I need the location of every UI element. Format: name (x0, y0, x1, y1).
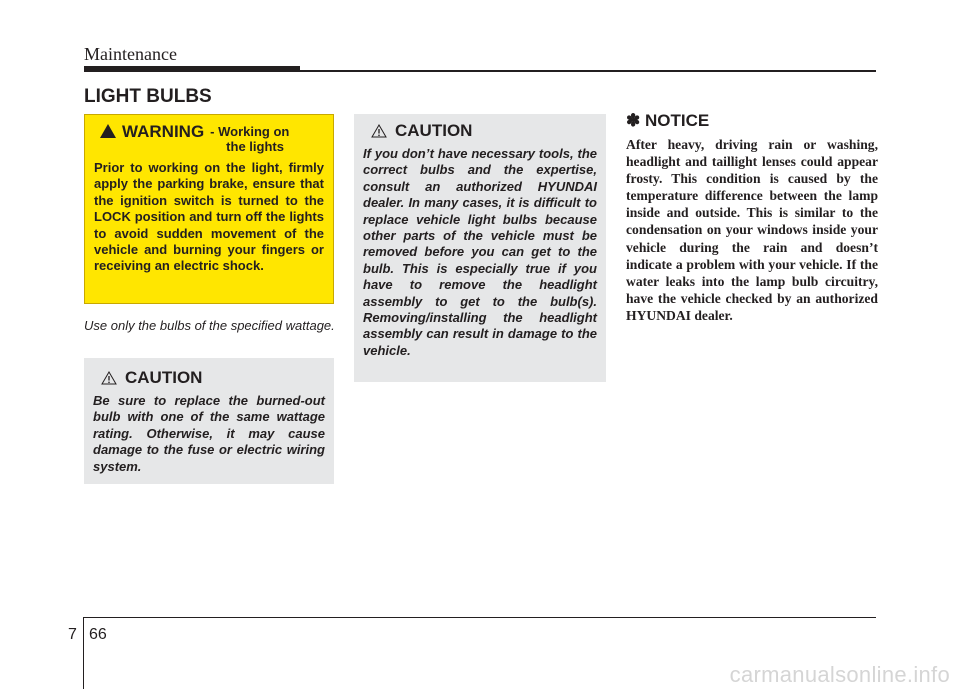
warning-subtitle-line1: - Working on (210, 124, 290, 139)
caution-word: CAUTION (395, 121, 473, 140)
footer-rule-vertical (83, 617, 84, 689)
warning-triangle-icon (100, 124, 116, 138)
page-number: 66 (89, 626, 107, 643)
warning-box (84, 114, 334, 304)
watermark: carmanualsonline.info (729, 662, 950, 687)
footer-rule-horizontal (84, 617, 876, 618)
caution-triangle-icon (101, 371, 117, 385)
section-title: Maintenance (84, 44, 177, 64)
warning-subtitle (210, 122, 289, 154)
caution-word: CAUTION (125, 368, 203, 387)
caution-triangle-icon (371, 124, 387, 138)
warning-subtitle-line2: the lights (226, 139, 284, 154)
notice-title: ✽ NOTICE (626, 111, 710, 130)
caution-title (101, 368, 325, 388)
caution-body: Be sure to replace the burned-out bulb with one of the same wattage rating. Otherwise, it may cause damage to the fuse or electric wiring system. (93, 393, 325, 474)
warning-title (100, 122, 324, 154)
header-rule-thick (84, 66, 300, 72)
caution-body: If you don’t have necessary tools, the correct bulbs and the expertise, consult an authorized HYUNDAI dealer. In many cases, it is difficult to replace vehicle light bulbs because other parts of the vehicle must be removed before you can get to the bulb. This is especially true if you have to remove the headlight assembly to get to the bulb(s). Removing/installing the headlight assembly can result in damage to the vehicle. (363, 146, 597, 358)
caution-title (371, 121, 597, 141)
caution-box-tools (354, 114, 606, 382)
page-heading: LIGHT BULBS (84, 86, 212, 107)
warning-body: Prior to working on the light, firmly apply the parking brake, ensure that the ignition switch is turned to the LOCK position and turn off the lights to avoid sudden movement of the vehicle and burning your fingers or receiving an electric shock. (94, 160, 324, 274)
caution-box-bulb-rating (84, 358, 334, 484)
notice-body: After heavy, driving rain or washing, headlight and taillight lenses could appear frosty. This condition is caused by the temperature difference between the lamp inside and outside. This is similar to the condensation on your windows inside your vehicle during the rain and doesn’t indicate a problem with your vehicle. If the water leaks into the lamp bulb circuitry, have the vehicle checked by an authorized HYUNDAI dealer. (626, 137, 878, 323)
bulb-wattage-note: Use only the bulbs of the specified wattage. (84, 318, 335, 333)
page-chapter-number: 7 (68, 626, 77, 643)
header-rule-thin (300, 70, 876, 72)
warning-word: WARNING (122, 122, 205, 141)
